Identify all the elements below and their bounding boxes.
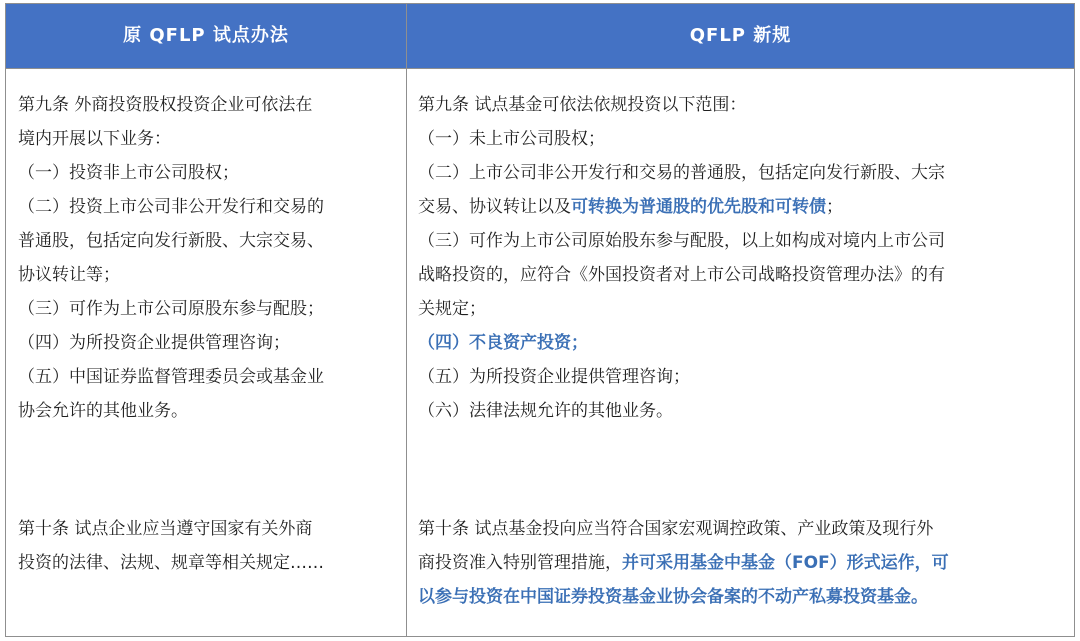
new-art10-text: 商投资准入特别管理措施， (418, 553, 622, 573)
old-article-10 (18, 512, 400, 580)
new-art9-line: （二）上市公司非公开发行和交易的普通股，包括定向发行新股、大宗 (418, 163, 945, 183)
new-art9-line: 关规定； (418, 299, 486, 319)
old-art9-line: 普通股，包括定向发行新股、大宗交易、 (18, 231, 324, 251)
old-art9-line: （一）投资非上市公司股权； (18, 163, 239, 183)
old-art9-line: （三）可作为上市公司原股东参与配股； (18, 299, 324, 319)
old-art9-line: 境内开展以下业务： (18, 129, 171, 149)
new-art9-line: （五）为所投资企业提供管理咨询； (418, 367, 690, 387)
comparison-table (5, 3, 1075, 637)
new-art9-line: （三）可作为上市公司原始股东参与配股，以上如构成对境内上市公司 (418, 231, 945, 251)
highlight-real-estate-fund: 以参与投资在中国证券投资基金业协会备案的不动产私募投资基金。 (418, 587, 928, 607)
table-header (6, 4, 1074, 69)
new-art9-text: ； (826, 197, 843, 217)
old-art10-line: 投资的法律、法规、规章等相关规定…… (18, 553, 324, 573)
new-art9-line: （一）未上市公司股权； (418, 129, 605, 149)
new-article-9 (418, 88, 1068, 428)
highlight-distressed-assets: （四）不良资产投资； (418, 333, 588, 353)
old-article-9 (18, 88, 400, 428)
old-art9-line: （五）中国证券监督管理委员会或基金业 (18, 367, 324, 387)
new-art10-line: 第十条 试点基金投向应当符合国家宏观调控政策、产业政策及现行外 (418, 519, 934, 539)
new-art10-line (418, 546, 1068, 580)
old-art10-line: 第十条 试点企业应当遵守国家有关外商 (18, 519, 313, 539)
old-art9-line: （二）投资上市公司非公开发行和交易的 (18, 197, 324, 217)
highlight-fof: 并可采用基金中基金（FOF）形式运作，可 (622, 553, 949, 573)
column-divider (406, 4, 407, 636)
highlight-convertible: 可转换为普通股的优先股和可转债 (571, 197, 826, 217)
new-art9-line (418, 190, 1068, 224)
new-art9-line: 第九条 试点基金可依法依规投资以下范围： (418, 95, 747, 115)
header-new-rules: QFLP 新规 (689, 25, 792, 46)
new-article-10 (418, 512, 1068, 614)
old-art9-line: 第九条 外商投资股权投资企业可依法在 (18, 95, 313, 115)
new-art9-line: （六）法律法规允许的其他业务。 (418, 401, 673, 421)
old-art9-line: 协议转让等； (18, 265, 120, 285)
header-old-rules: 原 QFLP 试点办法 (123, 25, 289, 46)
new-art9-line: 战略投资的，应符合《外国投资者对上市公司战略投资管理办法》的有 (418, 265, 945, 285)
old-art9-line: 协会允许的其他业务。 (18, 401, 188, 421)
old-art9-line: （四）为所投资企业提供管理咨询； (18, 333, 290, 353)
new-art9-text: 交易、协议转让以及 (418, 197, 571, 217)
